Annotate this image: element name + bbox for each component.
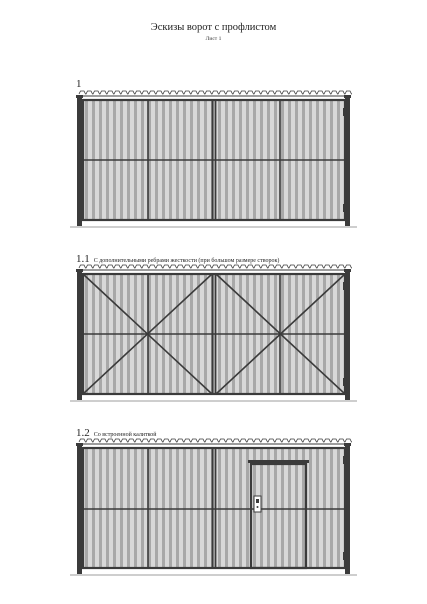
sheet-rib xyxy=(120,448,123,568)
sheet-rib xyxy=(85,448,88,568)
sheet-rib xyxy=(316,448,319,568)
sheet-rib xyxy=(309,448,312,568)
sheet-rib xyxy=(183,448,186,568)
sheet-rib xyxy=(190,448,193,568)
section-caption: Со встроенной калиткой xyxy=(93,432,157,438)
sheet-rib xyxy=(239,448,242,568)
sheet-rib xyxy=(218,448,221,568)
sheet-rib xyxy=(113,448,116,568)
section-number: 1.2 xyxy=(76,427,90,439)
sheet-rib xyxy=(295,448,298,568)
sheet-rib xyxy=(106,448,109,568)
sheet-rib xyxy=(155,448,158,568)
sheet-rib xyxy=(176,448,179,568)
wicket-lock xyxy=(254,496,261,512)
section-caption: С дополнительными ребрами жесткости (при большом размере створок) xyxy=(93,258,280,264)
sheet-rib xyxy=(169,448,172,568)
sheet-rib xyxy=(134,448,137,568)
post-cap xyxy=(76,269,83,272)
lock-handle xyxy=(256,499,259,503)
sheet-label: Лист 1 xyxy=(205,36,222,42)
sheet-rib xyxy=(99,448,102,568)
keyhole xyxy=(257,506,259,508)
sheet-rib xyxy=(274,448,277,568)
profile-cap xyxy=(79,265,352,268)
profile-cap xyxy=(79,91,352,94)
sheet-rib xyxy=(197,448,200,568)
sheet-rib xyxy=(281,448,284,568)
gate-drawing-braced xyxy=(0,262,427,412)
sheet-rib xyxy=(232,448,235,568)
sheet-rib xyxy=(337,448,340,568)
sheet-rib xyxy=(323,448,326,568)
sheet-rib xyxy=(246,448,249,568)
sheet-rib xyxy=(225,448,228,568)
wicket-lintel xyxy=(248,460,309,463)
gate-drawing-wicket xyxy=(0,436,427,586)
post-cap xyxy=(76,95,83,98)
sheet-rib xyxy=(127,448,130,568)
section-number: 1.1 xyxy=(76,253,90,265)
section-number: 1 xyxy=(76,78,82,90)
sheet-rib xyxy=(267,448,270,568)
sheet-rib xyxy=(162,448,165,568)
sheet-rib xyxy=(330,448,333,568)
profile-cap xyxy=(79,439,352,442)
post-cap xyxy=(344,269,351,272)
post-cap xyxy=(344,95,351,98)
sheet-rib xyxy=(92,448,95,568)
post-cap xyxy=(344,443,351,446)
sheet-rib xyxy=(288,448,291,568)
sheet-rib xyxy=(204,448,207,568)
post-cap xyxy=(76,443,83,446)
sheet-rib xyxy=(141,448,144,568)
gate-drawing-basic xyxy=(0,88,427,238)
document-title: Эскизы ворот с профлистом xyxy=(150,22,277,33)
sheet-rib xyxy=(302,448,305,568)
